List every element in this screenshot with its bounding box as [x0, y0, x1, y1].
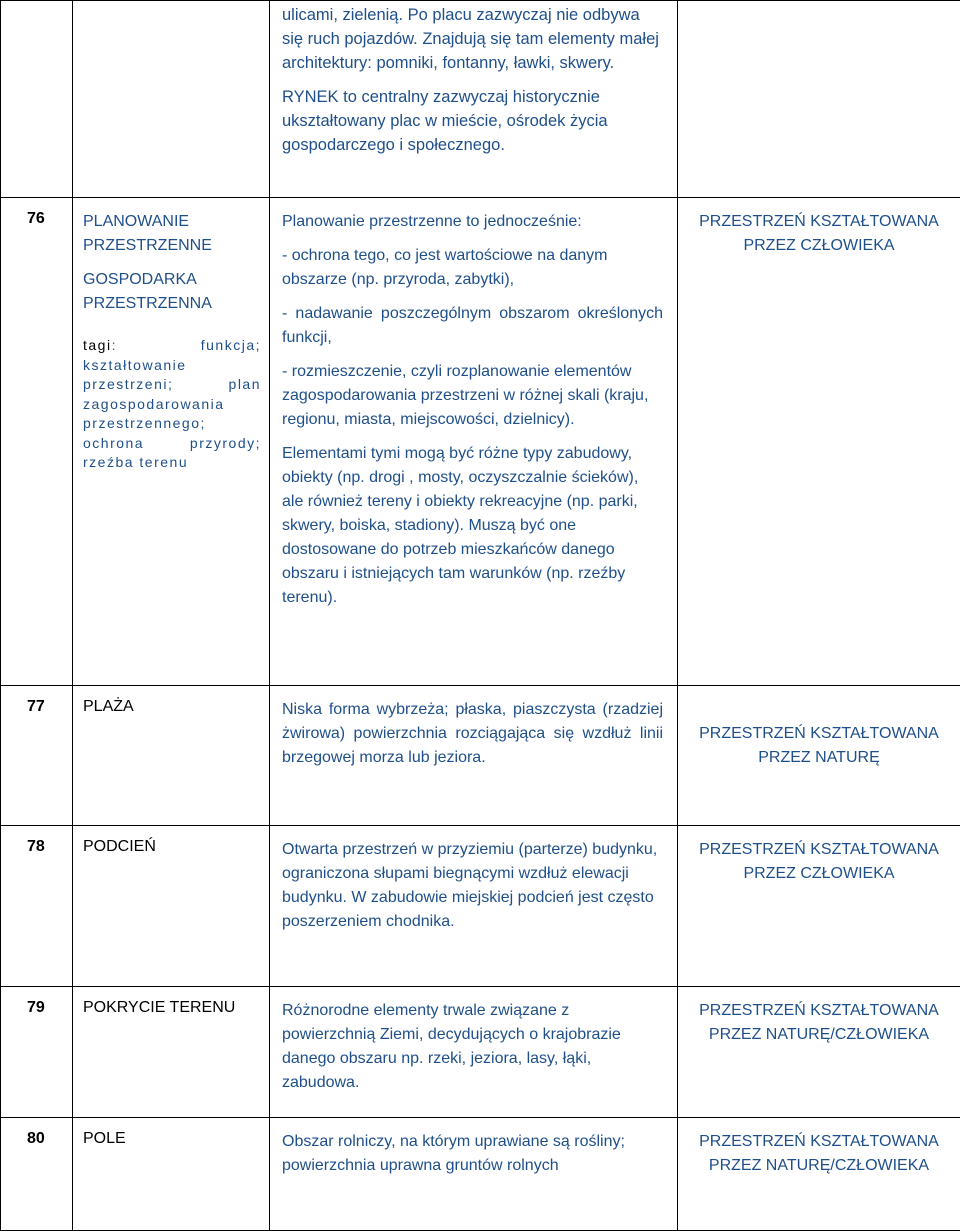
table-row — [1, 826, 960, 987]
category-cell: PRZESTRZEŃ KSZTAŁTOWANA PRZEZ NATURĘ/CZŁOWIEKA — [678, 1118, 960, 1231]
definition-cell — [270, 198, 678, 686]
number-cell-empty — [1, 1, 73, 198]
definition-paragraph: Elementami tymi mogą być różne typy zabudowy, obiekty (np. drogi , mosty, oczyszczalnie ścieków), ale również tereny i obiekty rekreacyjne (np. parki, skwery, boiska, stadiony). Muszą być one dostosowane do potrzeb mieszkańców danego obszaru i istniejących tam warunków (np. rzeźby terenu). — [282, 442, 663, 610]
definition-cell: Różnorodne elementy trwale związane z powierzchnią Ziemi, decydujących o krajobrazie danego obszaru np. rzeki, jeziora, lasy, łąki, zabudowa. — [270, 987, 678, 1118]
term-title: PODCIEŃ — [73, 826, 270, 987]
definition-paragraph: - nadawanie poszczególnym obszarom określonych funkcji, — [282, 302, 663, 350]
definition-paragraph: - rozmieszczenie, czyli rozplanowanie elementów zagospodarowania przestrzeni w różnej skali (kraju, regionu, miasta, miejscowości, dzielnicy). — [282, 360, 663, 432]
definition-paragraph: ulicami, zielenią. Po placu zazwyczaj nie odbywa się ruch pojazdów. Znajdują się tam elementy małej architektury: pomniki, fontanny, ławki, skwery. — [282, 3, 663, 75]
entry-number: 78 — [1, 826, 73, 987]
table-row — [1, 987, 960, 1118]
term-cell — [73, 198, 270, 686]
term-tags — [83, 336, 261, 473]
term-title: PLANOWANIE PRZESTRZENNE — [83, 210, 261, 258]
category-cell: PRZESTRZEŃ KSZTAŁTOWANA PRZEZ NATURĘ/CZŁOWIEKA — [678, 987, 960, 1118]
entry-number: 76 — [1, 198, 73, 686]
tags-label: tagi — [83, 337, 112, 353]
category-cell: PRZESTRZEŃ KSZTAŁTOWANA PRZEZ CZŁOWIEKA — [678, 826, 960, 987]
table-row — [1, 1118, 960, 1231]
term-title: PLAŻA — [73, 686, 270, 826]
term-title: POKRYCIE TERENU — [73, 987, 270, 1118]
entry-number: 79 — [1, 987, 73, 1118]
table-row — [1, 198, 960, 686]
tags-list: : funkcja; kształtowanie przestrzeni; plan zagospodarowania przestrzennego; ochrona przyrody; rzeźba terenu — [83, 337, 261, 470]
definition-paragraph: - ochrona tego, co jest wartościowe na danym obszarze (np. przyroda, zabytki), — [282, 244, 663, 292]
definition-cell: Otwarta przestrzeń w przyziemiu (parterze) budynku, ograniczona słupami biegnącymi wzdłuż elewacji budynku. W zabudowie miejskiej podcień jest często poszerzeniem chodnika. — [270, 826, 678, 987]
term-title: POLE — [73, 1118, 270, 1231]
entry-number: 77 — [1, 686, 73, 826]
definition-cell: Niska forma wybrzeża; płaska, piaszczysta (rzadziej żwirowa) powierzchnia rozciągająca się wzdłuż linii brzegowej morza lub jeziora. — [270, 686, 678, 826]
definition-cell: Obszar rolniczy, na którym uprawiane są rośliny; powierzchnia uprawna gruntów rolnych — [270, 1118, 678, 1231]
entry-number: 80 — [1, 1118, 73, 1231]
category-cell: PRZESTRZEŃ KSZTAŁTOWANA PRZEZ NATURĘ — [678, 686, 960, 826]
category-cell-empty — [678, 1, 960, 198]
table-row-continued — [1, 1, 960, 198]
table-row — [1, 686, 960, 826]
term-cell-empty — [73, 1, 270, 198]
term-synonym: GOSPODARKA PRZESTRZENNA — [83, 268, 261, 316]
definition-paragraph: RYNEK to centralny zazwyczaj historycznie ukształtowany plac w mieście, ośrodek życia gospodarczego i społecznego. — [282, 85, 663, 157]
definition-cell-continued — [270, 1, 678, 198]
definition-paragraph: Planowanie przestrzenne to jednocześnie: — [282, 210, 663, 234]
category-cell: PRZESTRZEŃ KSZTAŁTOWANA PRZEZ CZŁOWIEKA — [678, 198, 960, 686]
